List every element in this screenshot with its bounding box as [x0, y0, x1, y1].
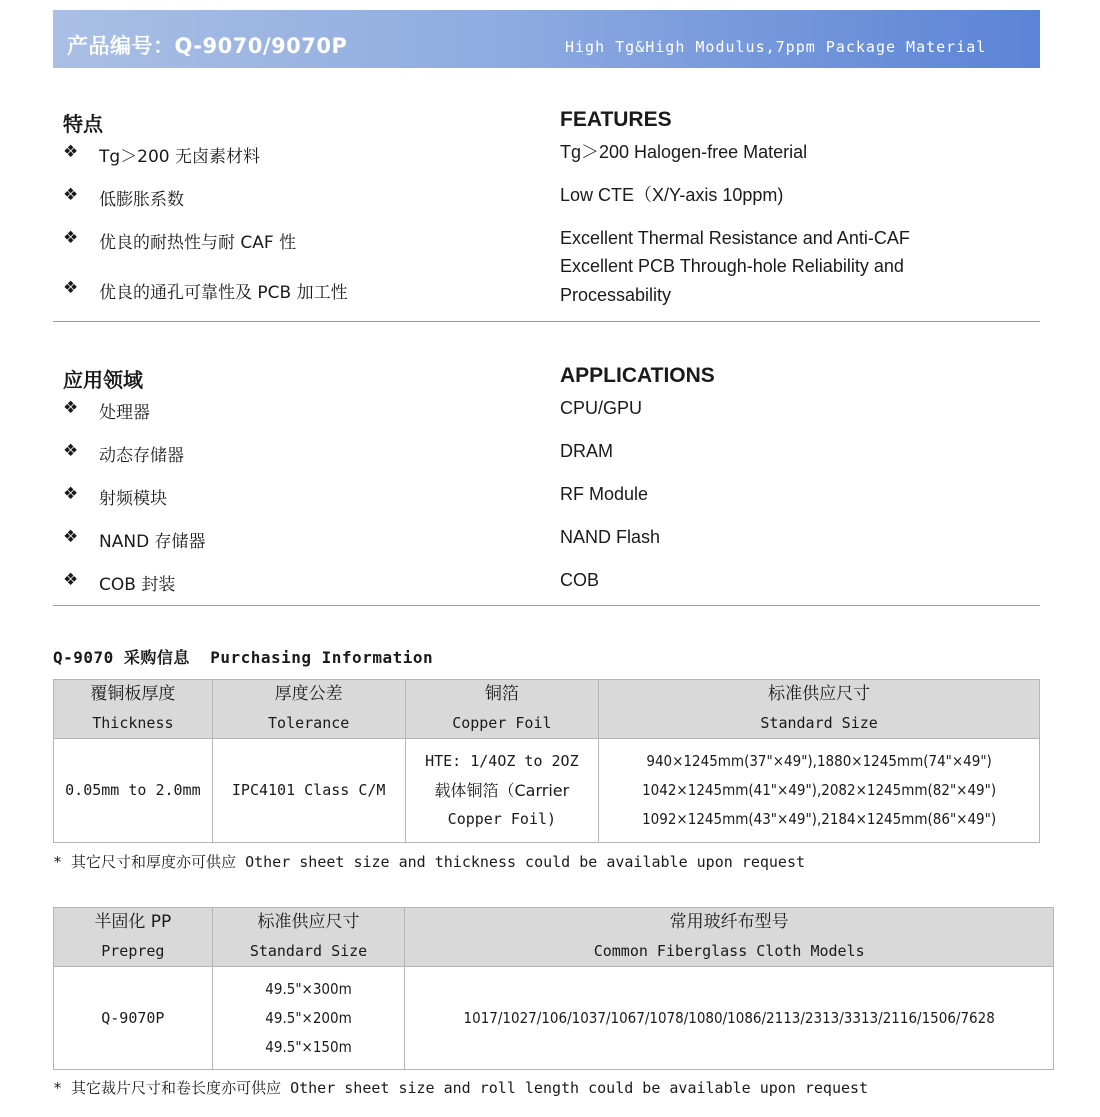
applications-title-en: APPLICATIONS: [560, 364, 715, 387]
purchasing-note: * 其它尺寸和厚度亦可供应 Other sheet size and thickness could be available upon request: [53, 853, 806, 871]
header-thickness: 覆铜板厚度 Thickness: [54, 680, 213, 739]
header-tolerance: 厚度公差 Tolerance: [212, 680, 405, 739]
prepreg-table: [53, 907, 1054, 1070]
feature-cn: Tg＞200 无卤素材料: [99, 147, 261, 167]
application-cn: NAND 存储器: [99, 532, 206, 552]
bullet-icon: ❖: [63, 441, 79, 461]
product-code: 产品编号：Q-9070/9070P: [67, 34, 348, 58]
bullet-icon: ❖: [63, 185, 79, 205]
application-cn: 处理器: [99, 403, 150, 423]
bullet-icon: ❖: [63, 142, 79, 162]
cell-prepreg-sizes: 49.5"×300m 49.5"×200m 49.5"×150m: [212, 967, 405, 1070]
cell-cloth-models: 1017/1027/106/1037/1067/1078/1080/1086/2113/2313/3313/2116/1506/7628: [405, 967, 1054, 1070]
prepreg-note: * 其它裁片尺寸和卷长度亦可供应 Other sheet size and roll length could be available upon request: [53, 1079, 869, 1097]
header-prepreg: 半固化 PP Prepreg: [54, 908, 213, 967]
features-title-cn: 特点: [63, 112, 103, 136]
header-banner: [53, 10, 1040, 68]
feature-cn: 低膨胀系数: [99, 190, 184, 210]
table-header-row: [54, 908, 1054, 967]
purchasing-title: Q-9070 采购信息 Purchasing Information: [53, 648, 434, 667]
header-copper-foil: 铜箔 Copper Foil: [405, 680, 599, 739]
feature-cn: 优良的耐热性与耐 CAF 性: [99, 233, 297, 253]
bullet-icon: ❖: [63, 228, 79, 248]
application-en: NAND Flash: [560, 527, 661, 547]
header-standard-size: 标准供应尺寸 Standard Size: [212, 908, 405, 967]
feature-en: Low CTE（X/Y-axis 10ppm): [560, 185, 784, 205]
feature-en: Excellent PCB Through-hole Reliability and Processability: [560, 256, 904, 305]
table-header-row: [54, 680, 1040, 739]
bullet-icon: ❖: [63, 484, 79, 504]
bullet-icon: ❖: [63, 570, 79, 590]
product-subtitle: High Tg&High Modulus,7ppm Package Material: [565, 38, 987, 56]
table-row: [54, 739, 1040, 843]
cell-prepreg-model: Q-9070P: [54, 967, 213, 1070]
application-cn: 动态存储器: [99, 446, 184, 466]
applications-section: [53, 356, 1040, 606]
application-cn: COB 封装: [99, 575, 176, 595]
features-title-en: FEATURES: [560, 108, 672, 131]
bullet-icon: ❖: [63, 278, 79, 298]
applications-title-cn: 应用领域: [63, 368, 143, 392]
feature-en: Excellent Thermal Resistance and Anti-CAF: [560, 228, 910, 248]
features-section: [53, 100, 1040, 322]
application-en: COB: [560, 570, 600, 590]
application-en: CPU/GPU: [560, 398, 643, 418]
header-cloth-models: 常用玻纤布型号 Common Fiberglass Cloth Models: [405, 908, 1054, 967]
application-en: RF Module: [560, 484, 649, 504]
header-standard-size: 标准供应尺寸 Standard Size: [599, 680, 1040, 739]
cell-standard-size: 940×1245mm(37"×49"),1880×1245mm(74"×49") 1042×1245mm(41"×49"),2082×1245mm(82"×49") 1092×1245mm(43"×49"),2184×1245mm(86"×49"): [599, 739, 1040, 843]
application-en: DRAM: [560, 441, 613, 461]
bullet-icon: ❖: [63, 398, 79, 418]
table-row: [54, 967, 1054, 1070]
feature-cn: 优良的通孔可靠性及 PCB 加工性: [99, 283, 348, 303]
application-cn: 射频模块: [99, 489, 167, 509]
cell-thickness: 0.05mm to 2.0mm: [54, 739, 213, 843]
bullet-icon: ❖: [63, 527, 79, 547]
cell-copper-foil: HTE: 1/4OZ to 2OZ 载体铜箔（Carrier Copper Foil): [405, 739, 599, 843]
cell-tolerance: IPC4101 Class C/M: [212, 739, 405, 843]
purchasing-table: [53, 679, 1040, 843]
feature-en: Tg＞200 Halogen-free Material: [560, 142, 808, 162]
